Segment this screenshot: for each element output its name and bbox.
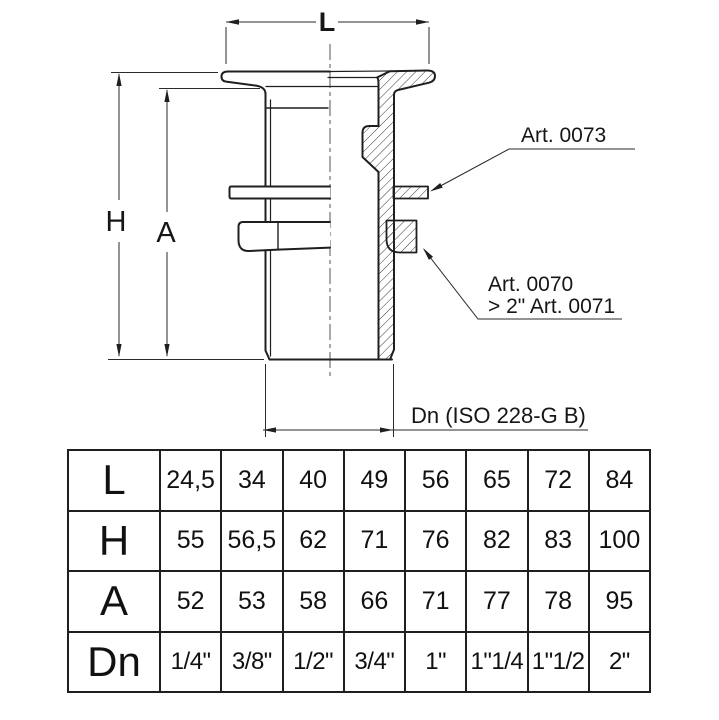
- cell-l-6: 65: [466, 450, 527, 511]
- row-header-a: A: [68, 571, 160, 632]
- cell-dn-2: 3/8": [221, 632, 282, 693]
- cell-a-5: 71: [405, 571, 466, 632]
- cell-h-4: 71: [344, 511, 405, 572]
- annotation-art-0073: Art. 0073: [521, 124, 607, 147]
- row-header-h: H: [68, 511, 160, 572]
- nut-outline: [239, 222, 331, 251]
- fitting-section-view: [363, 71, 436, 360]
- table-row-h: [68, 511, 650, 572]
- dimension-l: [226, 7, 429, 64]
- cell-l-2: 34: [221, 450, 282, 511]
- cell-h-7: 83: [528, 511, 589, 572]
- cell-h-5: 76: [405, 511, 466, 572]
- dim-label-a: A: [156, 217, 176, 249]
- table-row-a: [68, 571, 650, 632]
- cell-l-8: 84: [589, 450, 650, 511]
- row-header-dn: Dn: [68, 632, 160, 693]
- cell-dn-4: 3/4": [344, 632, 405, 693]
- table-row-dn: [68, 632, 650, 693]
- cell-a-7: 78: [528, 571, 589, 632]
- dimension-h: [106, 73, 264, 360]
- cell-dn-6: 1"1/4: [466, 632, 527, 693]
- row-header-l: L: [68, 450, 160, 511]
- cell-l-1: 24,5: [160, 450, 221, 511]
- section-nut: [387, 221, 417, 253]
- dimension-dn: [263, 364, 588, 437]
- cell-a-6: 77: [466, 571, 527, 632]
- table-row-l: [68, 450, 650, 511]
- cell-dn-5: 1": [405, 632, 466, 693]
- annotation-art-0070: Art. 0070: [488, 273, 574, 296]
- thread-spec-label: Dn (ISO 228-G B): [411, 403, 586, 428]
- section-washer: [394, 187, 429, 199]
- cell-a-8: 95: [589, 571, 650, 632]
- cell-dn-3: 1/2": [283, 632, 344, 693]
- washer-outline: [230, 187, 331, 199]
- cell-h-6: 82: [466, 511, 527, 572]
- section-wall: [363, 71, 436, 360]
- dim-label-h: H: [105, 206, 127, 238]
- annotation-art-0071: > 2" Art. 0071: [488, 295, 616, 318]
- cell-l-7: 72: [528, 450, 589, 511]
- cell-dn-7: 1"1/2: [528, 632, 589, 693]
- dim-label-l: L: [318, 7, 336, 37]
- cell-h-3: 62: [283, 511, 344, 572]
- leader-art-0073: [430, 124, 635, 192]
- cell-dn-1: 1/4": [160, 632, 221, 693]
- cell-a-3: 58: [283, 571, 344, 632]
- cell-h-1: 55: [160, 511, 221, 572]
- cell-dn-8: 2": [589, 632, 650, 693]
- cell-a-4: 66: [344, 571, 405, 632]
- cell-l-4: 49: [344, 450, 405, 511]
- leader-art-0070: [423, 248, 622, 319]
- cell-a-2: 53: [221, 571, 282, 632]
- cell-a-1: 52: [160, 571, 221, 632]
- cell-h-2: 56,5: [221, 511, 282, 572]
- fitting-outline-view: [222, 71, 393, 360]
- cell-l-5: 56: [405, 450, 466, 511]
- dimensions-table: [67, 449, 651, 693]
- cell-h-8: 100: [589, 511, 650, 572]
- cell-l-3: 40: [283, 450, 344, 511]
